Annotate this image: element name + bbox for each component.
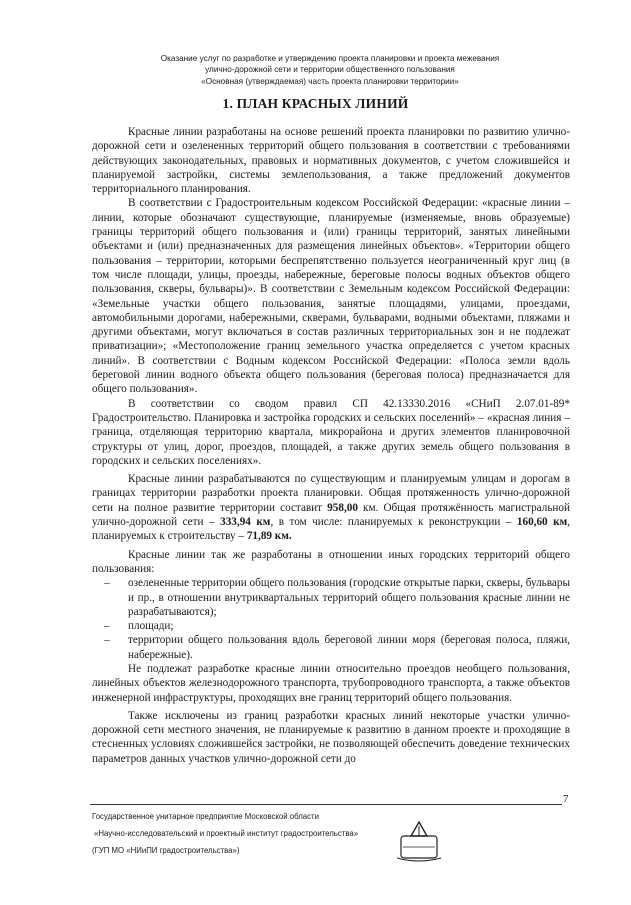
section-title: 1. ПЛАН КРАСНЫХ ЛИНИЙ — [222, 96, 409, 111]
list-item-text: озелененные территории общего пользования (городские открытые парки, скверы, бульвары и пр., в отношении внутриквартальных территорий общего пользования красные линии не разрабатываются); — [128, 577, 570, 618]
list-dash: – — [104, 634, 110, 647]
document-header — [90, 53, 570, 87]
footer-line-3: (ГУП МО «НИиПИ градостроительства») — [92, 846, 240, 855]
paragraph-4: Красные линии разрабатываются по существующим и планируемым улицам и дорогам в границах территории разработки проекта планировки. Общая протяженность улично-дорожной сети на полное развитие территории составит 958,00 км. Общая протяжённость магистральной улично-дорожной сети – 333,94 км, в том числе: планируемых к реконструкции – 160,60 км, планируемых к строительству – 71,89 км. — [92, 473, 570, 543]
footer-line-1: Государственное унитарное предприятие Московской области — [92, 812, 319, 821]
document-footer — [92, 808, 358, 859]
paragraph-6: Не подлежат разработке красные линии относительно проездов необщего пользования, линейных объектов железнодорожного транспорта, трубопроводного транспорта, а также объектов инженерной инфраструктуры, проходящих вне границ территорий общего пользования. — [92, 662, 570, 704]
paragraph-1: Красные линии разработаны на основе решений проекта планировки по развитию улично-дорожной сети и озелененных территорий общего пользования в соответствии с требованиями действующих законодательных, правовых и нормативных документов, с учетом сложившейся и планируемой застройки, системы землепользования, а также предложений документов территориального планирования. — [92, 126, 570, 196]
list-dash: – — [104, 620, 110, 633]
footer-line-2: «Научно-исследовательский и проектный институт градостроительства» — [94, 829, 359, 838]
footer-divider — [90, 804, 562, 805]
header-line-1: Оказание услуг по разработке и утверждению проекта планировки и проекта межевания — [160, 54, 500, 63]
list-item — [92, 619, 570, 633]
list-item — [92, 633, 570, 662]
paragraph-3: В соответствии со сводом правил СП 42.13330.2016 «СНиП 2.07.01-89* Градостроительство. Планировка и застройка городских и сельских поселений» – «красная линия – граница, отделяющая территорию квартала, микрорайона и других элементов планировочной структуры от улиц, дорог, проездов, площадей, а также других земель общего пользования в городских и сельских поселениях». — [92, 397, 570, 467]
list-dash: – — [104, 577, 110, 590]
header-line-3: «Основная (утверждаемая) часть проекта планировки территории» — [201, 76, 459, 86]
institute-logo — [393, 820, 445, 864]
page-number: 7 — [563, 793, 569, 805]
paragraph-2: В соответствии с Градостроительным кодексом Российской Федерации: «красные линии – линии, которые обозначают существующие, планируемые (изменяемые, вновь образуемые) границы территорий общего пользования и (или) границы территорий, занятых линейными объектами и (или) предназначенных для размещения линейных объектов». «Территории общего пользования – территории, которыми беспрепятственно пользуется неограниченный круг лиц (в том числе площади, улицы, проезды, набережные, береговые полосы водных объектов общего пользования, скверы, бульвары)». В соответствии с Земельным кодексом Российской Федерации: «Земельные участки общего пользования, занятые площадями, улицами, проездами, автомобильными дорогами, набережными, скверами, бульварами, водными объектами, пляжами и другими объектами, могут включаться в состав различных территориальных зон и не подлежат приватизации»; «Местоположение границ земельного участка определяется с учетом красных линий». В соответствии с Водным кодексом Российской Федерации: «Полоса земли вдоль береговой линии водного объекта общего пользования (береговая полоса) предназначается для общего пользования». — [92, 197, 570, 396]
document-body — [92, 125, 570, 766]
paragraph-7: Также исключены из границ разработки красных линий некоторые участки улично-дорожной сети местного значения, не планируемые к развитию в данном проекте и проходящие в стесненных условиях сложившейся застройки, не позволяющей обеспечить доведение технических параметров данных участков улично-дорожной сети до — [92, 709, 570, 765]
paragraph-5: Красные линии так же разработаны в отношении иных городских территорий общего пользования: — [92, 548, 570, 575]
list-item — [92, 576, 570, 619]
list-item-text: площади; — [128, 620, 174, 633]
header-line-2: улично-дорожной сети и территории общественного пользования — [205, 65, 455, 75]
list-item-text: территории общего пользования вдоль береговой линии моря (береговая полоса, пляжи, набережные). — [128, 634, 570, 661]
